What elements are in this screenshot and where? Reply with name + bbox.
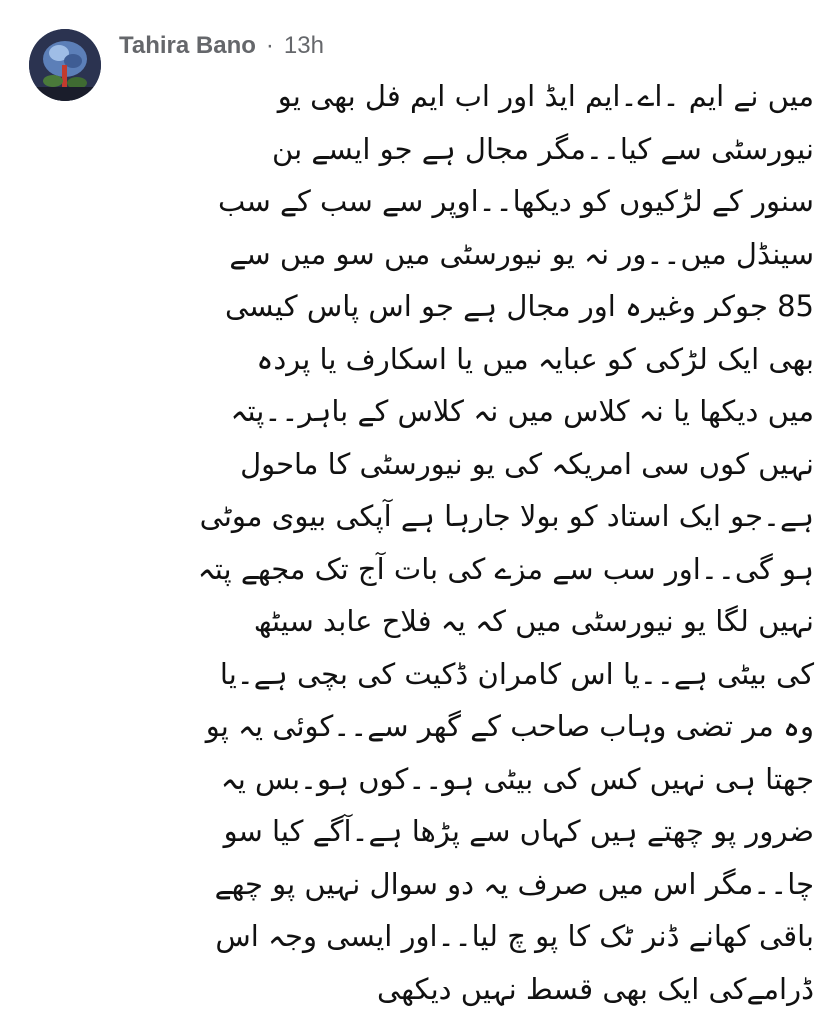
comment-line: سنور کے لڑکیوں کو دیکھا۔۔اوپر سے سب کے سب	[217, 184, 814, 218]
comment-line: وہ مر تضی وہاب صاحب کے گھر سے۔۔کوئی یہ پو	[205, 709, 814, 743]
separator-dot: ·	[265, 32, 274, 59]
comment-line: سینڈل میں۔۔ور نہ یو نیورسٹی میں سو میں سے	[229, 236, 814, 271]
comment-body	[114, 70, 814, 1015]
avatar[interactable]	[29, 29, 101, 101]
comment-line: نیورسٹی سے کیا۔۔مگر مجال ہے جو ایسے بن	[272, 131, 814, 166]
comment-line: بھی ایک لڑکی کو عبایہ میں یا اسکارف یا پردہ	[256, 341, 814, 376]
comment-line: ہے۔جو ایک استاد کو بولا جارہا ہے آپکی بیوی موٹی	[199, 499, 814, 533]
comment-line: باقی کھانے ڈنر ٹک کا پو چ لیا۔۔اور ایسی وجہ اس	[215, 919, 814, 953]
comment-line: میں دیکھا یا نہ کلاس میں نہ کلاس کے باہر۔۔پتہ	[230, 394, 814, 428]
comment-line: 85 جوکر وغیرہ اور مجال ہے جو اس پاس کیسی	[225, 289, 814, 323]
comment-header	[119, 29, 324, 63]
comment-line: ہو گی۔۔اور سب سے مزے کی بات آج تک مجھے پتہ	[197, 551, 814, 586]
comment-line: نہیں کوں سی امریکہ کی یو نیورسٹی کا ماحول	[240, 446, 814, 481]
comment-line: کی بیٹی ہے۔۔یا اس کامران ڈکیت کی بچی ہے۔یا	[219, 656, 814, 691]
comment-line: چا۔۔مگر اس میں صرف یہ دو سوال نہیں پو چھے	[214, 866, 814, 901]
comment-line: نہیں لگا یو نیورسٹی میں کہ یہ فلاح عابد سیٹھ	[253, 604, 814, 638]
comment-timestamp[interactable]: 13h	[283, 32, 324, 59]
comment-line: ڈرامےکی ایک بھی قسط نہیں دیکھی	[377, 971, 814, 1006]
comment-line: ضرور پو چھتے ہیں کہاں سے پڑھا ہے۔آگے کیا سو	[223, 814, 814, 848]
profile-picture-icon	[29, 29, 101, 101]
author-name[interactable]: Tahira Bano	[119, 32, 256, 59]
comment-line: جھتا ہی نہیں کس کی بیٹی ہو۔۔کوں ہو۔بس یہ	[220, 761, 814, 796]
comment-line: میں نے ایم ۔اے۔ایم ایڈ اور اب ایم فل بھی یو	[277, 79, 814, 113]
